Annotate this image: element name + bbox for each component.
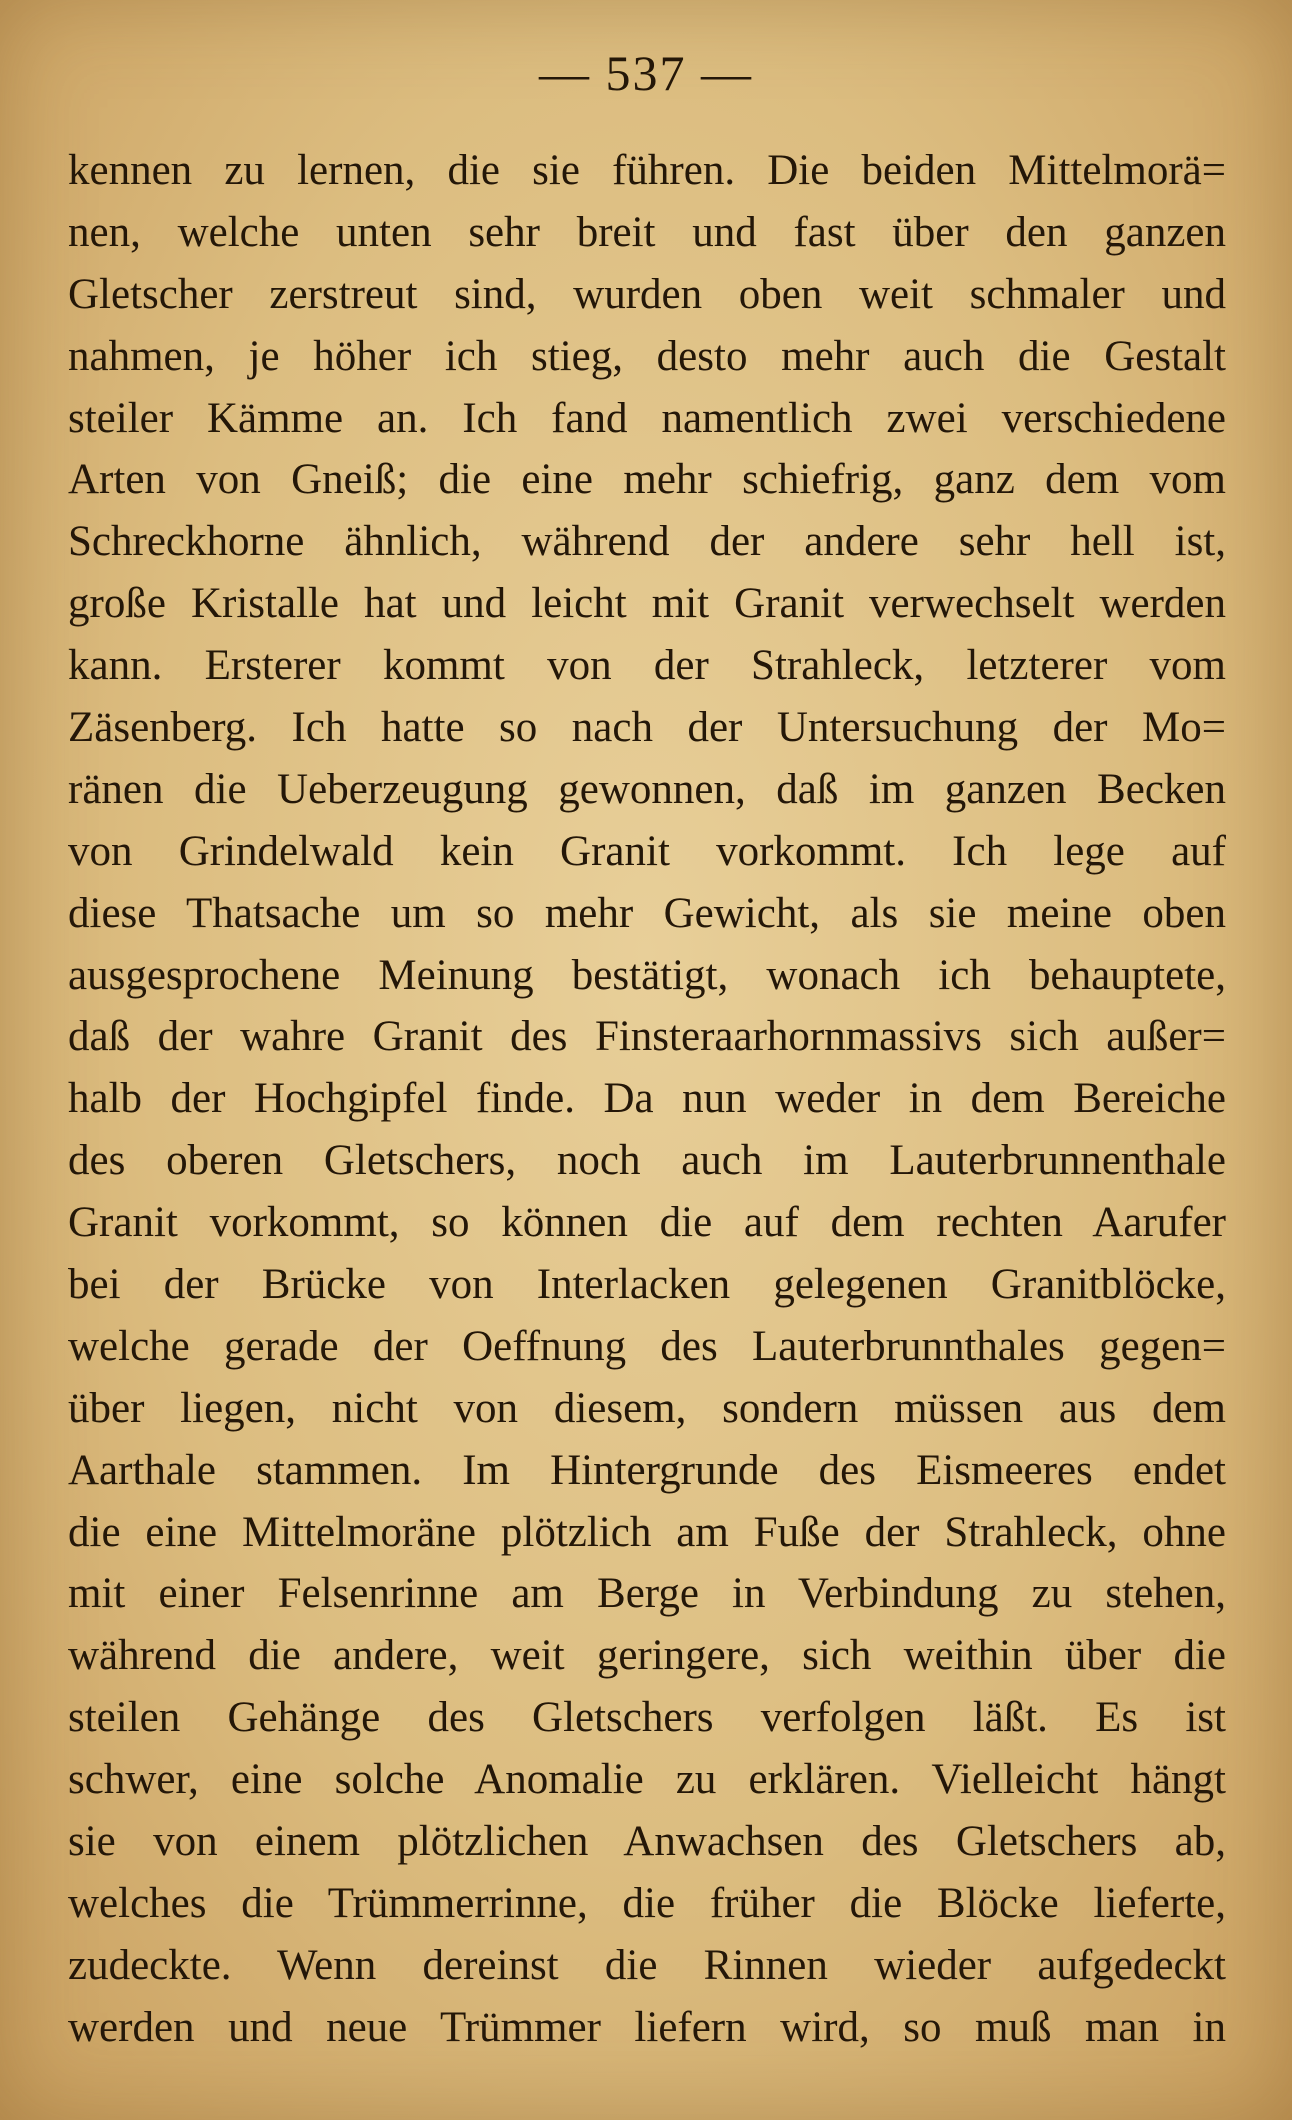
text-line: nahmen, je höher ich stieg, desto mehr auch die Gestalt [68, 332, 1226, 380]
text-line: Aarthale stammen. Im Hintergrunde des Eismeeres endet [68, 1446, 1226, 1494]
text-line: bei der Brücke von Interlacken gelegenen Granitblöcke, [68, 1261, 1226, 1309]
text-line: welches die Trümmerrinne, die früher die Blöcke lieferte, [68, 1879, 1226, 1927]
text-line: halb der Hochgipfel finde. Da nun weder in dem Bereiche [68, 1075, 1226, 1123]
text-line: sie von einem plötzlichen Anwachsen des Gletschers ab, [68, 1818, 1226, 1866]
text-line: nen, welche unten sehr breit und fast über den ganzen [68, 208, 1226, 256]
text-line: über liegen, nicht von diesem, sondern müssen aus dem [68, 1384, 1226, 1432]
text-line: Schreckhorne ähnlich, während der andere sehr hell ist, [68, 518, 1226, 566]
text-line: diese Thatsache um so mehr Gewicht, als sie meine oben [68, 889, 1226, 937]
text-line: steiler Kämme an. Ich fand namentlich zwei verschiedene [68, 394, 1226, 442]
text-line: Zäsenberg. Ich hatte so nach der Untersuchung der Mo= [68, 704, 1226, 752]
text-line: von Grindelwald kein Granit vorkommt. Ich lege auf [68, 827, 1226, 875]
text-line: Granit vorkommt, so können die auf dem rechten Aarufer [68, 1199, 1226, 1247]
text-line: kennen zu lernen, die sie führen. Die beiden Mittelmorä= [68, 147, 1226, 194]
text-line: Gletscher zerstreut sind, wurden oben weit schmaler und [68, 270, 1226, 318]
text-line: ausgesprochene Meinung bestätigt, wonach ich behauptete, [68, 951, 1226, 999]
text-line: mit einer Felsenrinne am Berge in Verbindung zu stehen, [68, 1570, 1226, 1618]
text-line: zudeckte. Wenn dereinst die Rinnen wieder aufgedeckt [68, 1941, 1226, 1989]
text-line: kann. Ersterer kommt von der Strahleck, letzterer vom [68, 642, 1226, 690]
text-line: die eine Mittelmoräne plötzlich am Fuße der Strahleck, ohne [68, 1508, 1226, 1556]
text-line: werden und neue Trümmer liefern wird, so muß man in [68, 2003, 1226, 2051]
text-line: welche gerade der Oeffnung des Lauterbrunnthales gegen= [68, 1322, 1226, 1370]
page-number: — 537 — [539, 45, 753, 101]
text-line: steilen Gehänge des Gletschers verfolgen läßt. Es ist [68, 1694, 1226, 1742]
text-line: ränen die Ueberzeugung gewonnen, daß im ganzen Becken [68, 765, 1226, 813]
text-line: schwer, eine solche Anomalie zu erklären. Vielleicht hängt [68, 1756, 1226, 1804]
body-text [68, 140, 1226, 2059]
text-line: daß der wahre Granit des Finsteraarhornmassivs sich außer= [68, 1013, 1226, 1061]
text-line: große Kristalle hat und leicht mit Granit verwechselt werden [68, 580, 1226, 628]
text-line: des oberen Gletschers, noch auch im Lauterbrunnenthale [68, 1137, 1226, 1185]
text-line: Arten von Gneiß; die eine mehr schiefrig, ganz dem vom [68, 456, 1226, 504]
text-line: während die andere, weit geringere, sich weithin über die [68, 1632, 1226, 1680]
